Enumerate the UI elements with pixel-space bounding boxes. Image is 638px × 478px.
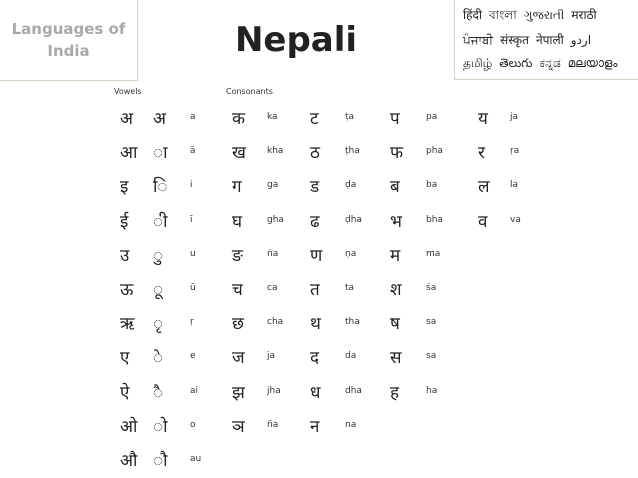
vowel-sign: अ	[153, 109, 166, 129]
consonant-transliteration: ḍa	[345, 180, 357, 191]
consonant-transliteration: dha	[345, 385, 362, 396]
consonant-letter: ज	[232, 348, 245, 369]
script-name: اردو	[570, 33, 592, 47]
consonant-letter: ङ	[232, 245, 243, 266]
consonant-transliteration: cha	[267, 317, 284, 328]
consonant-letter: म	[390, 245, 401, 266]
vowel-transliteration: e	[190, 351, 196, 362]
script-name: తెలుగు	[499, 56, 533, 70]
vowel-transliteration: u	[190, 248, 196, 259]
consonant-letter: ठ	[310, 143, 320, 164]
vowel-sign: ा	[153, 143, 168, 164]
consonant-transliteration: ga	[267, 180, 279, 191]
consonant-letter: न	[310, 416, 320, 437]
script-name: ਪੰਜਾਬੀ	[463, 33, 494, 47]
consonant-transliteration: śa	[426, 283, 437, 293]
consonant-letter: छ	[232, 314, 244, 335]
vowel-letter: इ	[120, 177, 129, 198]
vowel-letter: ऊ	[120, 280, 134, 300]
consonant-letter: भ	[390, 211, 402, 232]
consonant-letter: द	[310, 348, 320, 369]
script-name: ગુજરાતી	[523, 8, 565, 22]
consonant-transliteration: va	[510, 214, 521, 225]
vowel-sign: ु	[153, 245, 164, 266]
script-name: मराठी	[571, 8, 597, 22]
vowel-sign: ृ	[153, 314, 164, 335]
consonant-transliteration: pa	[426, 112, 438, 122]
consonant-transliteration: sa	[426, 351, 437, 362]
vowel-letter: अ	[120, 109, 133, 129]
consonants-label: Consonants	[226, 87, 273, 96]
consonant-transliteration: ṇa	[345, 248, 357, 259]
vowel-sign: ो	[153, 416, 168, 437]
script-name: संस्कृत	[500, 33, 529, 47]
consonant-letter: फ	[390, 143, 404, 164]
consonant-transliteration: kha	[267, 146, 284, 157]
consonant-letter: ड	[310, 177, 320, 198]
series-box	[0, 0, 138, 81]
vowel-sign: े	[153, 348, 164, 369]
vowel-letter: ई	[120, 211, 129, 232]
header	[0, 0, 638, 80]
consonant-transliteration: ṅa	[267, 248, 279, 259]
consonant-letter: प	[390, 109, 400, 129]
script-name: മലയാളം	[567, 56, 618, 70]
script-name: বাংলা	[488, 8, 517, 22]
consonant-transliteration: ja	[510, 112, 519, 122]
vowel-letter: आ	[120, 143, 138, 164]
consonant-letter: ण	[310, 245, 323, 266]
consonant-letter: र	[478, 143, 485, 164]
vowel-sign: ै	[153, 382, 164, 403]
consonant-letter: स	[390, 348, 402, 369]
consonant-transliteration: ja	[267, 351, 276, 362]
scripts-logo	[454, 0, 638, 80]
consonant-letter: ढ	[310, 211, 320, 232]
vowel-transliteration: i	[190, 180, 193, 191]
vowel-transliteration: ā	[190, 146, 196, 157]
scripts-row-1	[463, 6, 604, 27]
consonant-transliteration: gha	[267, 214, 284, 225]
scripts-row-3	[463, 56, 625, 73]
consonant-transliteration: na	[345, 419, 357, 430]
vowel-transliteration: o	[190, 419, 196, 430]
consonant-transliteration: da	[345, 351, 357, 362]
consonant-transliteration: tha	[345, 317, 360, 328]
vowel-transliteration: a	[190, 112, 196, 122]
consonant-letter: झ	[232, 382, 245, 403]
vowel-letter: ओ	[120, 416, 138, 437]
consonant-letter: ध	[310, 382, 321, 403]
consonant-transliteration: ṭa	[345, 112, 355, 122]
consonant-letter: ग	[232, 177, 242, 198]
vowel-sign: ि	[153, 177, 168, 198]
script-name: हिंदी	[463, 8, 482, 22]
consonant-transliteration: la	[510, 180, 519, 191]
vowel-transliteration: ū	[190, 283, 196, 293]
consonant-transliteration: pha	[426, 146, 443, 157]
consonant-letter: य	[478, 109, 488, 129]
page-title: Nepali	[234, 20, 358, 60]
consonant-transliteration: bha	[426, 214, 443, 225]
consonant-transliteration: ha	[426, 385, 438, 396]
script-name: தமிழ்	[463, 56, 493, 70]
vowel-letter: ऐ	[120, 382, 130, 403]
vowel-transliteration: ī	[190, 214, 193, 225]
consonant-letter: व	[478, 211, 488, 232]
consonant-transliteration: ca	[267, 283, 278, 293]
script-name: ಕನ್ನಡ	[539, 56, 561, 70]
vowel-sign: ी	[153, 211, 168, 232]
consonant-letter: ह	[390, 382, 400, 403]
consonant-letter: थ	[310, 314, 321, 335]
consonant-letter: घ	[232, 211, 243, 232]
scripts-row-2	[463, 31, 598, 48]
vowel-sign: ू	[153, 280, 164, 300]
consonant-transliteration: ma	[426, 248, 441, 259]
vowel-transliteration: au	[190, 454, 202, 464]
consonant-letter: ष	[390, 314, 400, 335]
vowel-letter: ऋ	[120, 314, 135, 335]
vowel-letter: ए	[120, 348, 130, 369]
consonant-transliteration: ba	[426, 180, 438, 191]
consonant-transliteration: ña	[267, 419, 279, 430]
consonant-transliteration: ṭha	[345, 146, 360, 157]
consonant-transliteration: ḍha	[345, 214, 362, 225]
consonant-letter: ञ	[232, 416, 245, 437]
series-line-2: India	[47, 42, 90, 60]
vowel-letter: उ	[120, 245, 130, 266]
consonant-transliteration: jha	[267, 385, 281, 396]
consonant-letter: च	[232, 280, 243, 300]
series-line-1: Languages of	[11, 20, 126, 38]
vowel-letter: औ	[120, 451, 138, 471]
consonant-letter: ट	[310, 109, 319, 129]
consonant-transliteration: sa	[426, 317, 437, 328]
vowel-sign: ौ	[153, 451, 168, 471]
consonant-letter: त	[310, 280, 320, 300]
consonant-letter: ख	[232, 143, 246, 164]
vowel-transliteration: ṛ	[190, 317, 194, 328]
consonant-letter: ब	[390, 177, 400, 198]
script-name: नेपाली	[535, 33, 564, 47]
consonant-letter: क	[232, 109, 246, 129]
consonant-letter: श	[390, 280, 402, 300]
vowel-transliteration: ai	[190, 385, 199, 396]
consonant-transliteration: ka	[267, 112, 278, 122]
consonant-letter: ल	[478, 177, 490, 198]
consonant-transliteration: ṛa	[510, 146, 520, 157]
consonant-transliteration: ta	[345, 283, 355, 293]
vowels-label: Vowels	[114, 87, 142, 96]
